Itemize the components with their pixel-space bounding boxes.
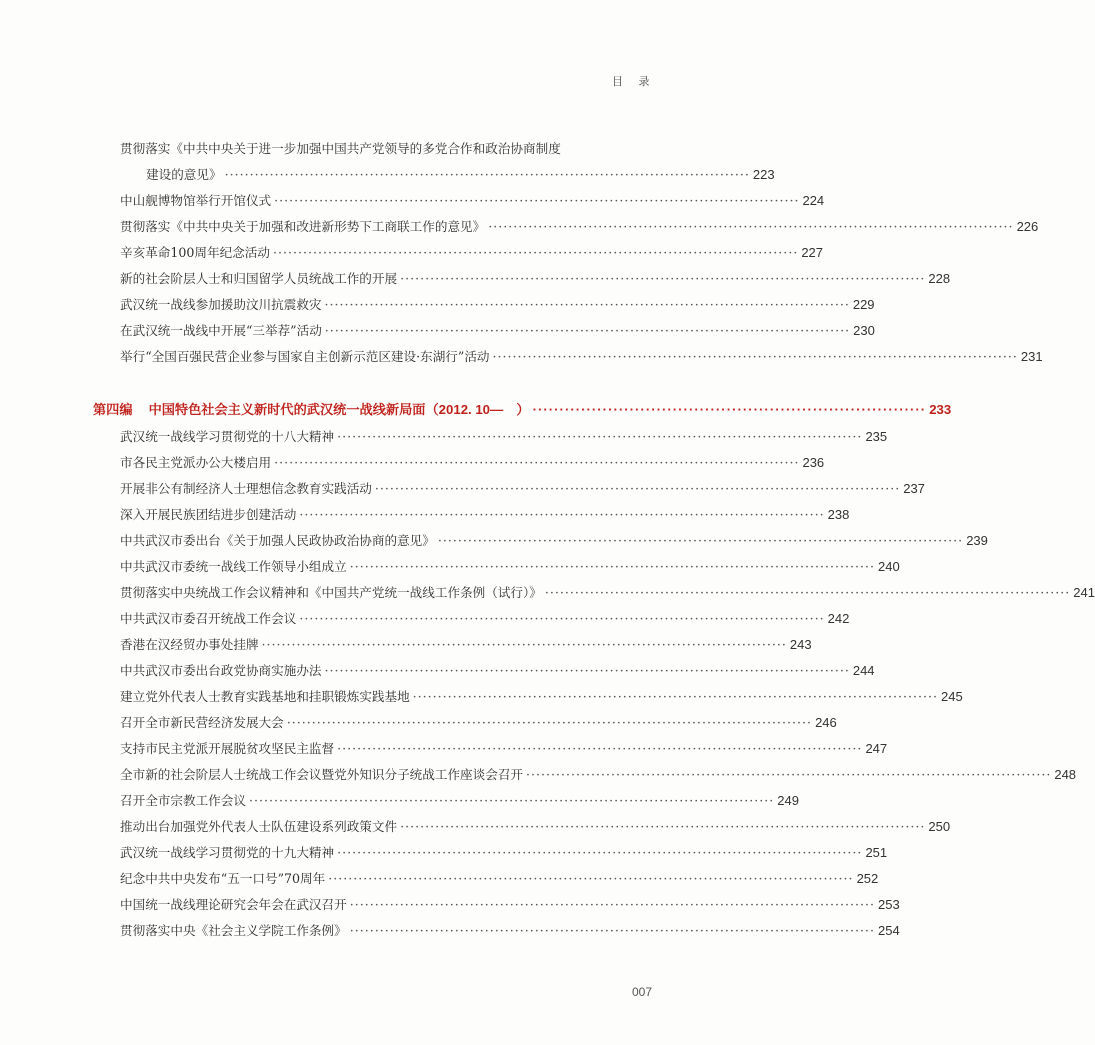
toc-entry-page: 226 (1016, 219, 1039, 234)
toc-entry-title: 中共武汉市委出台《关于加强人民政协政治协商的意见》 (120, 533, 435, 548)
toc-entry-page: 248 (1054, 767, 1077, 782)
toc-entry-page: 242 (827, 611, 850, 626)
toc-entry-page: 238 (827, 507, 850, 522)
toc-entry-page: 243 (789, 637, 812, 652)
toc-entry-page: 244 (852, 663, 875, 678)
toc-entry (120, 918, 900, 940)
toc-leader-dots: ········································································································· (337, 741, 863, 756)
toc-leader-dots: ········································································································· (286, 715, 813, 730)
toc-leader-dots: ········································································································· (274, 455, 800, 470)
toc-entry-page: 254 (878, 923, 900, 938)
toc-entry-title: 支持市民主党派开展脱贫攻坚民主监督 (120, 741, 335, 756)
toc-entry (120, 214, 1039, 236)
toc-entry (120, 710, 837, 732)
toc-entry-page: 240 (878, 559, 900, 574)
toc-entry-title: 中共武汉市委出台政党协商实施办法 (120, 663, 322, 678)
toc-entry-title: 召开全市宗教工作会议 (120, 793, 246, 808)
toc-entry-title: 在武汉统一战线中开展“三举荐”活动 (120, 323, 322, 338)
toc-entry (120, 814, 951, 836)
toc-entry-title: 建设的意见》 (146, 167, 222, 182)
toc-entry-page: 250 (928, 819, 951, 834)
toc-leader-dots: ········································································································· (374, 481, 901, 496)
toc-leader-dots: ········································································································· (272, 245, 799, 260)
toc-entry-page: 231 (1020, 349, 1043, 364)
toc-entry (120, 424, 888, 446)
toc-entry-title: 新的社会阶层人士和归国留学人员统战工作的开展 (120, 271, 398, 286)
toc-entry (120, 528, 988, 550)
toc-entry-page: 227 (801, 245, 824, 260)
toc-leader-dots: ········································································································· (349, 897, 876, 912)
toc-entry-title: 全市新的社会阶层人士统战工作会议暨党外知识分子统战工作座谈会召开 (120, 767, 523, 782)
toc-entry-title: 中共武汉市委召开统战工作会议 (120, 611, 297, 626)
toc-entry (120, 292, 875, 314)
toc-leader-dots: ········································································································· (261, 637, 787, 652)
part-page: 233 (929, 402, 952, 417)
toc-entry-page: 253 (878, 897, 900, 912)
toc-leader-dots: ········································································································· (492, 349, 1018, 364)
toc-entry-title: 开展非公有制经济人士理想信念教育实践活动 (120, 481, 372, 496)
toc-leader-dots: ········································································································· (324, 663, 850, 678)
toc-leader-dots: ········································································································· (324, 297, 850, 312)
toc-entry-title: 武汉统一战线参加援助汶川抗震救灾 (120, 297, 322, 312)
toc-entry-title: 深入开展民族团结进步创建活动 (120, 507, 297, 522)
toc-entry-title: 中国统一战线理论研究会年会在武汉召开 (120, 897, 347, 912)
toc-entry-page: 230 (853, 323, 875, 338)
toc-entry (120, 266, 951, 288)
toc-leader-dots: ········································································································· (328, 871, 854, 886)
toc-leader-dots: ········································································································· (299, 611, 825, 626)
toc-leader-dots: ········································································································· (224, 167, 750, 182)
toc-entry (120, 788, 799, 810)
toc-entry-page: 237 (903, 481, 925, 496)
toc-leader-dots: ········································································································· (299, 507, 825, 522)
toc-entry-page: 239 (966, 533, 988, 548)
toc-entry-page: 235 (865, 429, 888, 444)
toc-leader-dots: ········································································· (532, 402, 927, 417)
toc-entry-title: 纪念中共中央发布“五一口号”70周年 (120, 871, 326, 886)
toc-entry-title: 贯彻落实《中共中央关于加强和改进新形势下工商联工作的意见》 (120, 219, 486, 234)
toc-entry (120, 188, 825, 210)
toc-leader-dots: ········································································································· (400, 271, 926, 286)
toc-entry (120, 136, 660, 158)
toc-leader-dots: ········································································································· (437, 533, 964, 548)
toc-entry (120, 606, 850, 628)
toc-entry (120, 762, 1077, 784)
toc-entry (120, 658, 875, 680)
running-header: 目 录 (612, 75, 656, 88)
toc-entry-title: 辛亥革命100周年纪念活动 (120, 245, 270, 260)
toc-entry-title: 推动出台加强党外代表人士队伍建设系列政策文件 (120, 819, 398, 834)
toc-entry-page: 245 (941, 689, 963, 704)
toc-entry-page: 241 (1073, 585, 1095, 600)
part-heading (93, 397, 952, 419)
toc-entry (120, 736, 888, 758)
toc-entry-page: 223 (752, 167, 775, 182)
toc-entry-title: 中山舰博物馆举行开馆仪式 (120, 193, 272, 208)
toc-entry-title: 召开全市新民营经济发展大会 (120, 715, 284, 730)
toc-entry-title: 武汉统一战线学习贯彻党的十八大精神 (120, 429, 335, 444)
toc-entry-title: 举行“全国百强民营企业参与国家自主创新示范区建设·东湖行”活动 (120, 349, 490, 364)
toc-entry-page: 249 (777, 793, 799, 808)
toc-entry (120, 476, 925, 498)
toc-entry (120, 892, 900, 914)
toc-leader-dots: ········································································································· (488, 219, 1014, 234)
toc-entry-page: 247 (865, 741, 888, 756)
toc-entry (120, 684, 963, 706)
toc-entry-page: 252 (856, 871, 879, 886)
toc-leader-dots: ········································································································· (526, 767, 1052, 782)
toc-entry-title: 武汉统一战线学习贯彻党的十九大精神 (120, 845, 335, 860)
toc-entry-page: 251 (865, 845, 888, 860)
part-number: 第四编 (93, 402, 133, 417)
toc-entry-title: 贯彻落实中央《社会主义学院工作条例》 (120, 923, 347, 938)
toc-entry (120, 632, 812, 654)
toc-entry (120, 554, 900, 576)
toc-entry (120, 318, 875, 340)
toc-entry (120, 840, 888, 862)
toc-entry-title: 中共武汉市委统一战线工作领导小组成立 (120, 559, 347, 574)
toc-leader-dots: ········································································································· (544, 585, 1071, 600)
toc-entry (120, 344, 1043, 366)
part-title: 中国特色社会主义新时代的武汉统一战线新局面（2012. 10— ） (148, 402, 530, 417)
toc-leader-dots: ········································································································· (337, 429, 863, 444)
toc-entry-title: 香港在汉经贸办事处挂牌 (120, 637, 259, 652)
toc-entry-title: 建立党外代表人士教育实践基地和挂职锻炼实践基地 (120, 689, 410, 704)
toc-entry (120, 866, 879, 888)
toc-entry-page: 229 (852, 297, 875, 312)
toc-entry (120, 162, 775, 184)
toc-leader-dots: ········································································································· (412, 689, 938, 704)
toc-entry-title: 贯彻落实中央统战工作会议精神和《中国共产党统一战线工作条例（试行）》 (120, 585, 542, 600)
toc-entry (120, 240, 824, 262)
toc-entry (120, 580, 1095, 602)
toc-leader-dots: ········································································································· (337, 845, 863, 860)
toc-leader-dots: ········································································································· (324, 323, 851, 338)
toc-entry-page: 246 (815, 715, 837, 730)
toc-entry-title: 市各民主党派办公大楼启用 (120, 455, 272, 470)
toc-leader-dots: ········································································································· (248, 793, 775, 808)
toc-entry-page: 224 (802, 193, 825, 208)
toc-entry (120, 450, 825, 472)
toc-leader-dots: ········································································································· (274, 193, 800, 208)
page-number: 007 (632, 985, 653, 999)
toc-leader-dots: ········································································································· (349, 559, 876, 574)
toc-leader-dots: ········································································································· (400, 819, 926, 834)
toc-leader-dots: ········································································································· (349, 923, 876, 938)
toc-entry (120, 502, 850, 524)
toc-entry-page: 228 (928, 271, 951, 286)
toc-entry-page: 236 (802, 455, 825, 470)
toc-entry-title: 贯彻落实《中共中央关于进一步加强中国共产党领导的多党合作和政治协商制度 (120, 141, 561, 156)
